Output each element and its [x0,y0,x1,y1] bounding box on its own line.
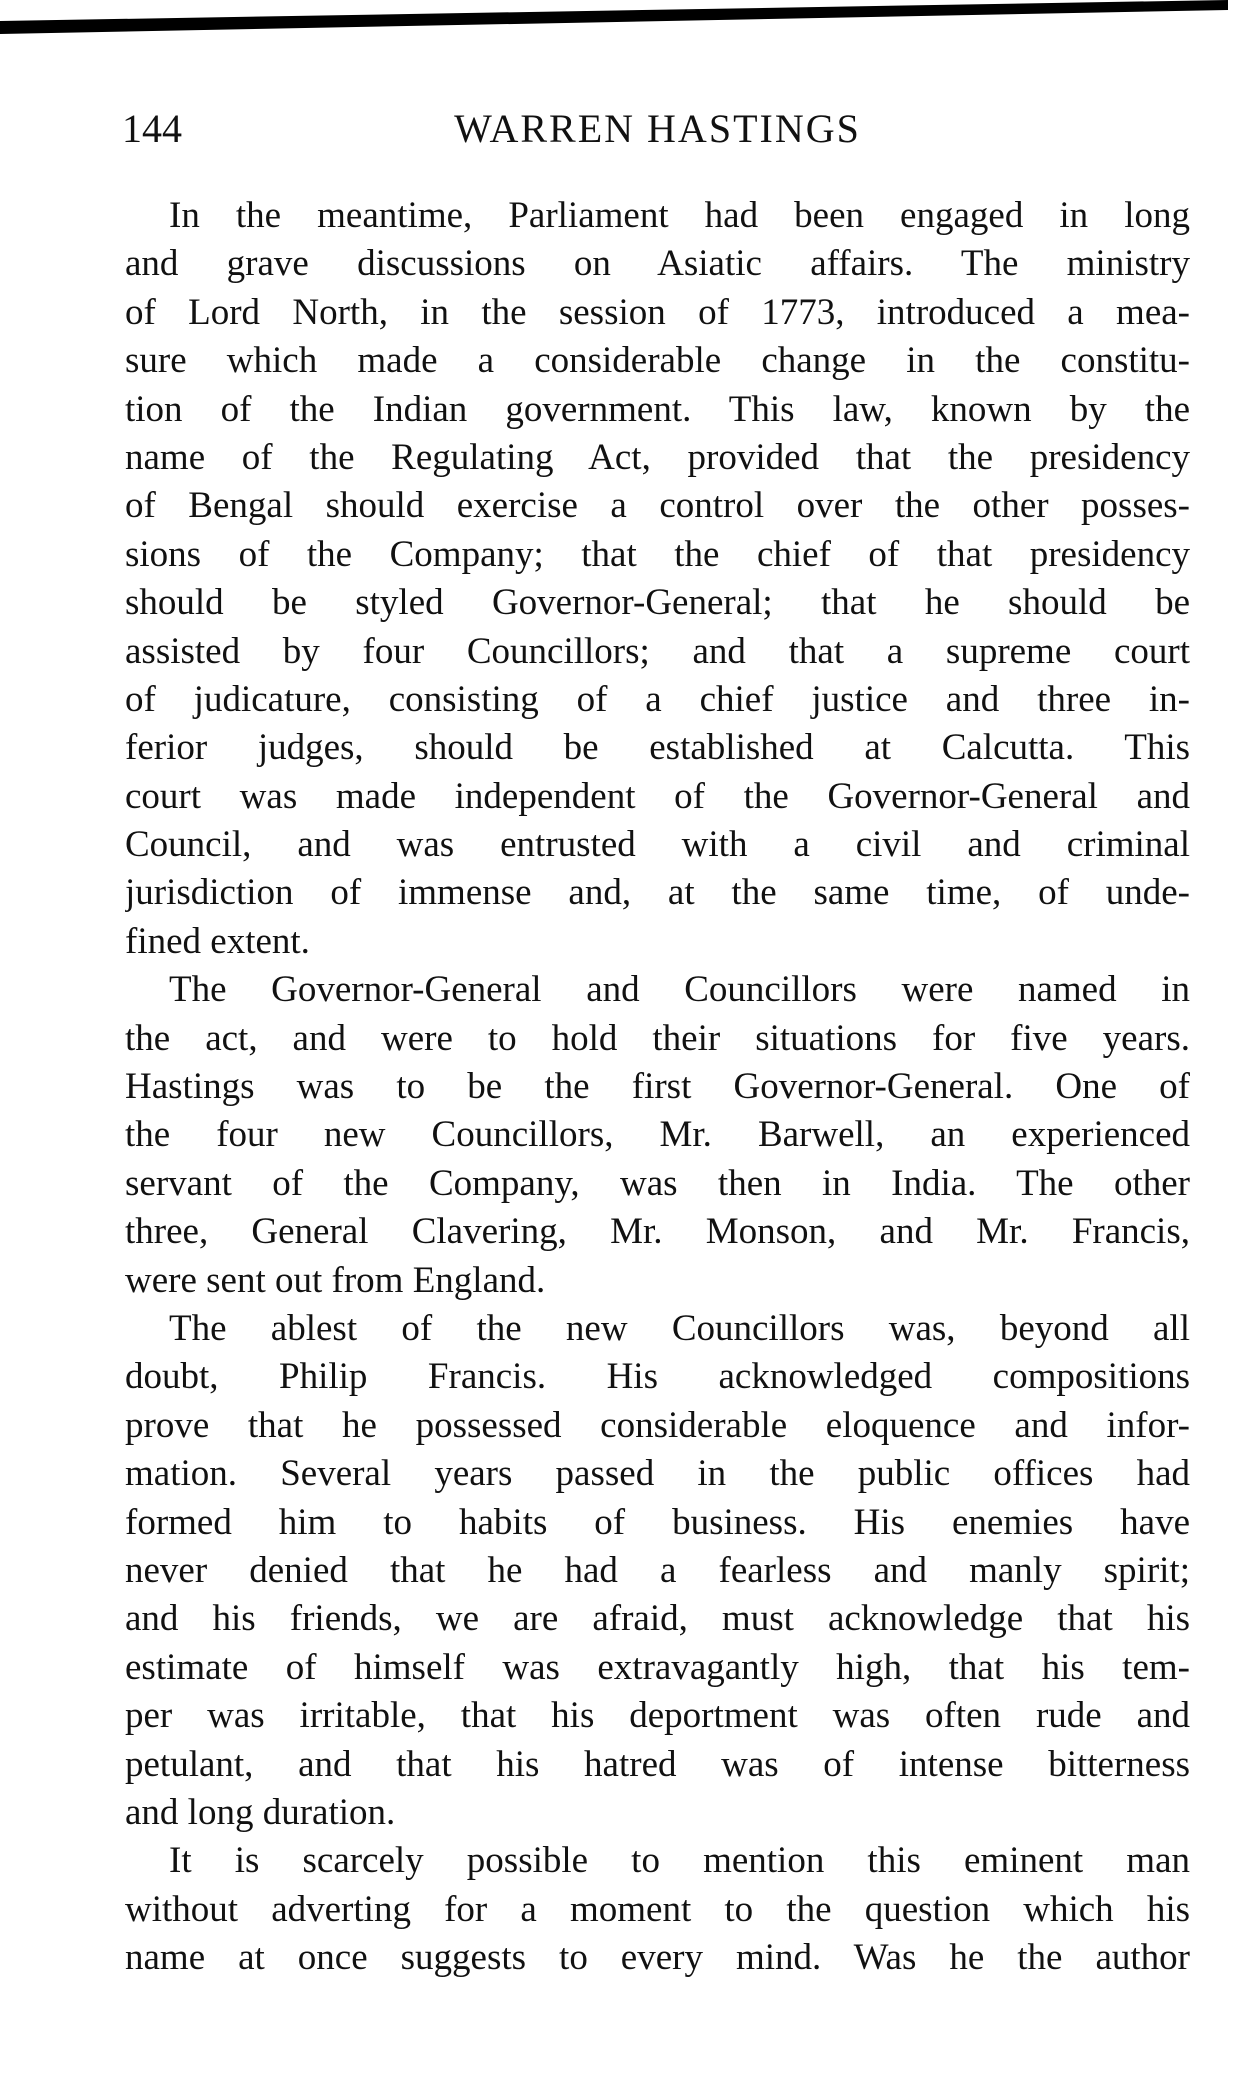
text-line: estimate of himself was extravagantly high, that his tem- [125,1646,1190,1688]
text-line: doubt, Philip Francis. His acknowledged compositions [125,1356,1190,1398]
text-line: Council, and was entrusted with a civil and criminal [125,824,1190,866]
text-line: formed him to habits of business. His enemies have [125,1501,1190,1543]
text-line: and grave discussions on Asiatic affairs. The ministry [125,243,1190,285]
text-line: tion of the Indian government. This law, known by the [125,388,1190,430]
page-top-edge-bar [0,0,1247,40]
text-line: petulant, and that his hatred was of intense bitterness [125,1743,1190,1785]
text-line: name of the Regulating Act, provided that the presidency [125,436,1190,478]
text-line: sure which made a considerable change in the constitu- [125,340,1190,382]
text-line: never denied that he had a fearless and manly spirit; [125,1549,1190,1591]
text-line: court was made independent of the Governor-General and [125,775,1190,817]
text-line: were sent out from England. [125,1259,546,1301]
text-line: fined extent. [125,920,310,962]
text-line: the act, and were to hold their situations for five years. [125,1017,1190,1059]
text-line: of Lord North, in the session of 1773, introduced a mea- [125,291,1190,333]
text-line: of judicature, consisting of a chief justice and three in- [125,678,1190,720]
text-line: The ablest of the new Councillors was, beyond all [169,1307,1190,1349]
text-line: It is scarcely possible to mention this eminent man [169,1840,1190,1882]
text-line: and his friends, we are afraid, must acknowledge that his [125,1598,1190,1640]
text-line: servant of the Company, was then in India. The other [125,1162,1190,1204]
text-line: three, General Clavering, Mr. Monson, and Mr. Francis, [125,1211,1190,1253]
text-line: Hastings was to be the first Governor-General. One of [125,1066,1190,1108]
text-line: mation. Several years passed in the public offices had [125,1453,1190,1495]
text-line: jurisdiction of immense and, at the same time, of unde- [125,872,1190,914]
text-line: sions of the Company; that the chief of that presidency [125,533,1190,575]
page-number: 144 [122,106,182,151]
text-line: ferior judges, should be established at Calcutta. This [125,727,1190,769]
running-title: WARREN HASTINGS [454,106,861,151]
text-line: of Bengal should exercise a control over the other posses- [125,485,1190,527]
text-line: should be styled Governor-General; that he should be [125,582,1190,624]
text-line: name at once suggests to every mind. Was he the author [125,1937,1190,1979]
text-line: prove that he possessed considerable eloquence and infor- [125,1404,1190,1446]
text-line: without adverting for a moment to the question which his [125,1888,1190,1930]
text-line: and long duration. [125,1791,396,1833]
text-line: assisted by four Councillors; and that a supreme court [125,630,1190,672]
body-text [125,192,1190,1982]
text-line: The Governor-General and Councillors were named in [169,969,1190,1011]
text-line: the four new Councillors, Mr. Barwell, an experienced [125,1114,1190,1156]
text-line: per was irritable, that his deportment was often rude and [125,1695,1190,1737]
text-line: In the meantime, Parliament had been engaged in long [169,195,1190,236]
